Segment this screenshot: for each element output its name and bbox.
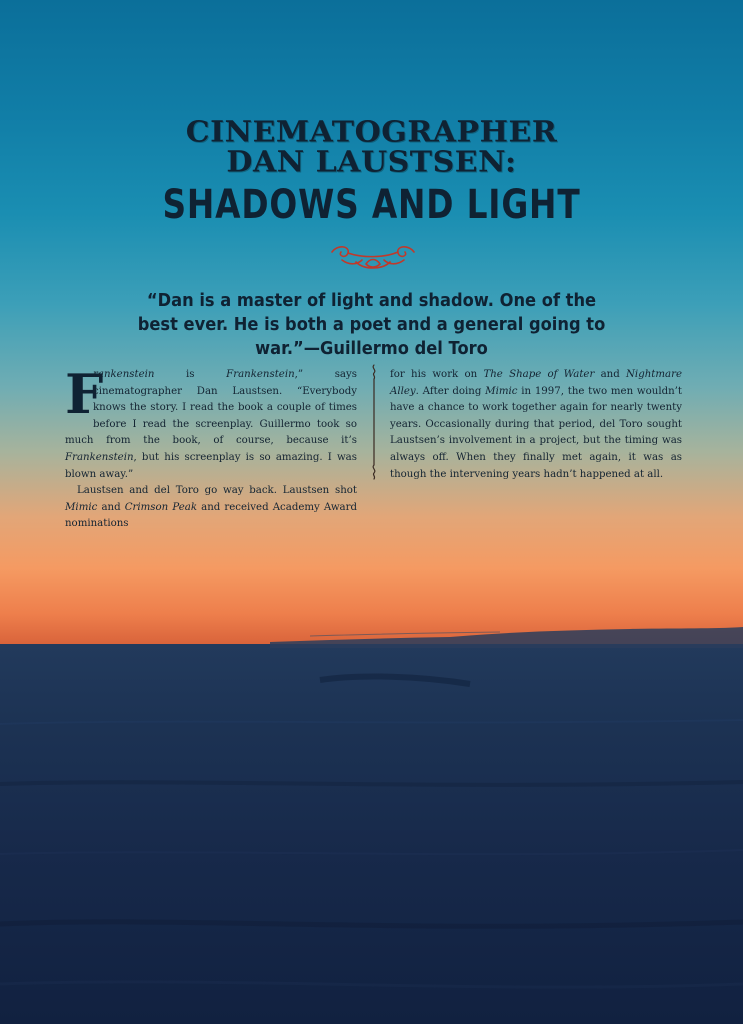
text-run: Laustsen and del Toro go way back. Laustsen shot	[77, 485, 357, 497]
ornament-vertical-rule-icon	[369, 363, 379, 481]
text-run: ,” says cinematographer Dan Laustsen. “Everybody knows the story. I read the book a couple of times before I read the screenplay. Guillermo took so much from the book, of course, because it’s	[65, 369, 357, 447]
paragraph	[65, 362, 357, 483]
text-run: is	[154, 369, 227, 380]
paragraph	[390, 367, 682, 483]
text-italic: Frankenstein	[226, 369, 295, 380]
title-line-1: CINEMATOGRAPHER	[185, 115, 558, 150]
text-run: and	[594, 369, 627, 380]
body-column-left	[65, 362, 357, 533]
title-line-2: DAN LAUSTSEN:	[226, 145, 517, 180]
text-italic: rankenstein	[93, 369, 155, 380]
text-run: for his work on	[390, 369, 484, 380]
text-italic: Frankenstein	[65, 451, 134, 463]
text-run: , but his screenplay is so amazing. I was blown away.”	[65, 451, 357, 480]
text-italic: The Shape of Water	[483, 369, 595, 380]
body-column-right	[390, 367, 682, 483]
text-italic: Mimic	[485, 385, 518, 397]
text-run: in 1997, the two men wouldn’t have a chance to work together again for nearly twenty years. Occasionally during that period, del Toro sought Laustsen’s involvement in a project, but the timing was always off. When they finally met again, it was as though the intervening years hadn’t happened at all.	[390, 385, 682, 480]
pull-quote: “Dan is a master of light and shadow. One of the best ever. He is both a poet and a general going to war.”—Guillermo del Toro	[137, 291, 606, 359]
text-run: . After doing	[415, 385, 486, 397]
text-run: and received Academy Award nominations	[65, 501, 357, 530]
drop-cap: F	[65, 362, 104, 426]
paragraph	[65, 483, 357, 533]
text-run: and	[97, 501, 125, 513]
text-italic: Crimson Peak	[124, 501, 198, 513]
title-line-3: SHADOWS AND LIGHT	[162, 182, 581, 228]
sea-texture	[0, 644, 743, 1024]
text-italic: Mimic	[65, 501, 98, 513]
ornament-flourish-icon	[328, 240, 418, 274]
text-italic: Nightmare Alley	[390, 369, 682, 397]
